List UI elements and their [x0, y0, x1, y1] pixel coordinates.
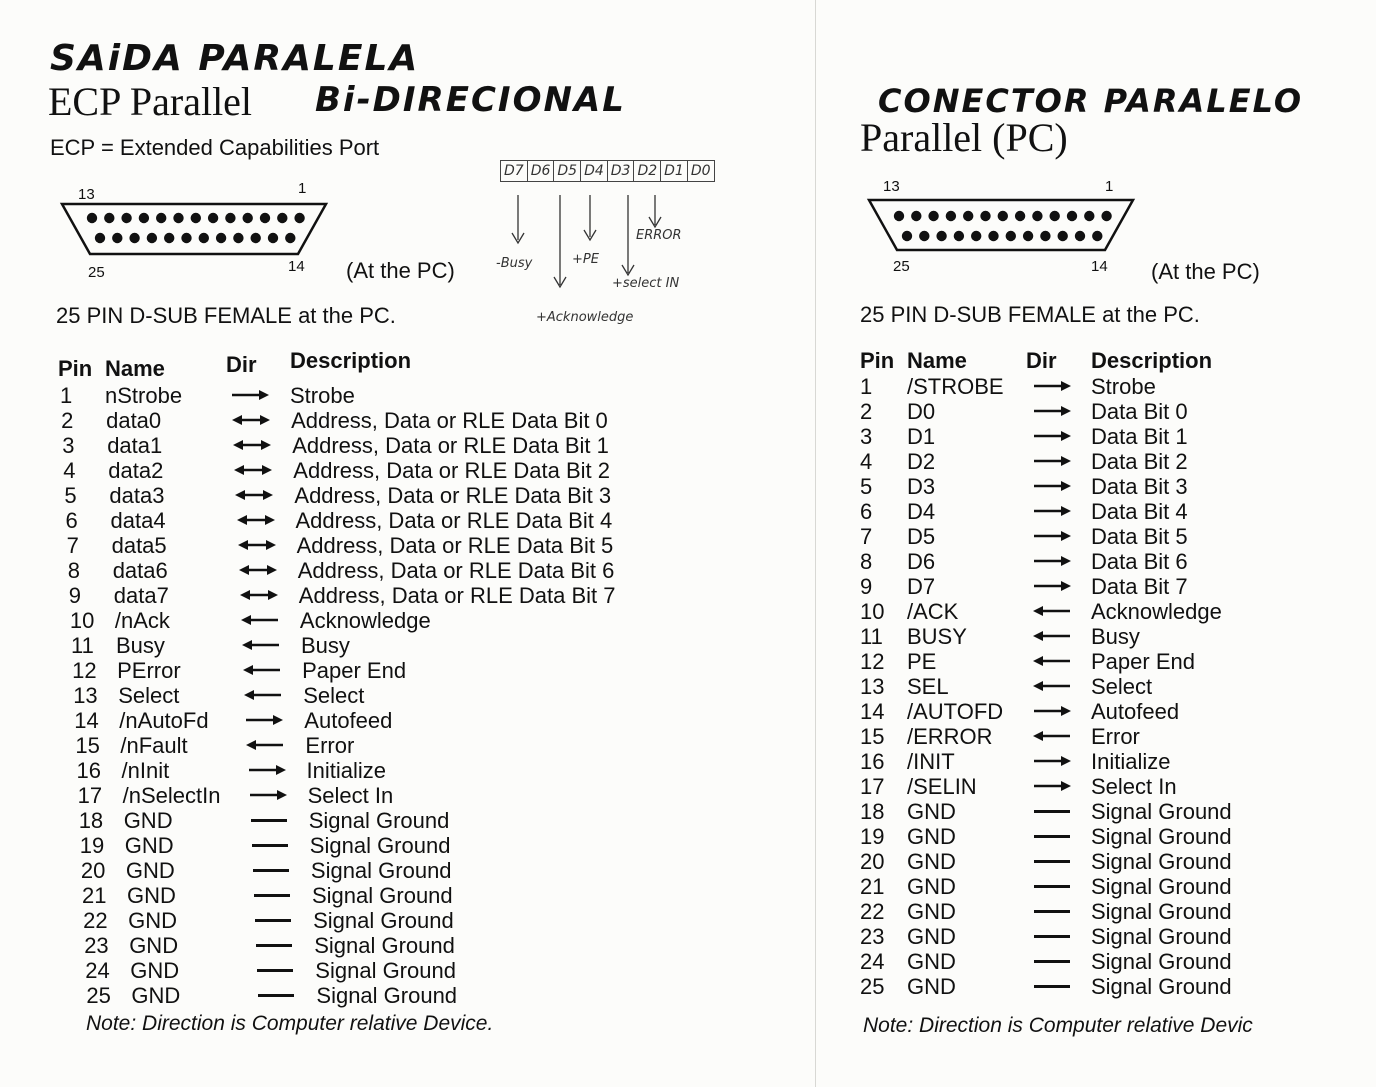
- pin-label-top-right: 1: [298, 180, 307, 197]
- bidirectional-arrow-icon: [236, 508, 276, 533]
- handwritten-heading: SAiDA PARALELA: [50, 38, 420, 79]
- pin-row: [860, 599, 1360, 624]
- bidirectional-arrow-icon: [233, 458, 273, 483]
- pin-row: [60, 383, 680, 408]
- pin-name: Busy: [116, 633, 165, 658]
- pin-description: Address, Data or RLE Data Bit 3: [294, 483, 612, 508]
- dash-line-icon: [250, 833, 290, 858]
- dsub-connector-icon: [58, 198, 330, 260]
- pin-number: 23: [84, 933, 109, 958]
- pin-row: [71, 633, 691, 658]
- bit-box: D7: [500, 160, 528, 182]
- dash-line-icon: [1032, 874, 1072, 899]
- dash-line-icon: [1032, 974, 1072, 999]
- pin-description: Address, Data or RLE Data Bit 0: [291, 408, 608, 433]
- dash-line-icon: [254, 933, 294, 958]
- pin-description: Signal Ground: [308, 808, 450, 833]
- pin-row: [860, 674, 1360, 699]
- panel-title: ECP Parallel: [48, 79, 253, 124]
- left-arrow-icon: [240, 608, 280, 633]
- pin-name: D2: [907, 449, 936, 474]
- handwritten-heading: CONECTOR PARALELO: [878, 82, 1304, 120]
- pin-description: Signal Ground: [316, 983, 458, 1008]
- pin-number: 16: [76, 758, 101, 783]
- parallel-pc-panel: [815, 0, 1376, 1087]
- left-arrow-icon: [1032, 599, 1072, 624]
- pin-row: [75, 733, 695, 758]
- header-pin: Pin: [860, 348, 895, 373]
- pin-description: Data Bit 1: [1091, 424, 1188, 449]
- pin-name: GND: [124, 833, 174, 858]
- pin-description: Acknowledge: [299, 608, 431, 633]
- pin-number: 5: [860, 474, 873, 499]
- scribble-acknowledge: +Acknowledge: [536, 310, 634, 325]
- pin-number: 10: [69, 608, 95, 633]
- pin-name: data0: [106, 408, 162, 433]
- pin-name: GND: [127, 883, 176, 908]
- dash-line-icon: [255, 958, 295, 983]
- right-arrow-icon: [248, 783, 288, 808]
- bit-box: D5: [553, 160, 581, 182]
- right-arrow-icon: [1032, 549, 1072, 574]
- pin-number: 24: [860, 949, 885, 974]
- right-arrow-icon: [244, 708, 284, 733]
- pin-number: 6: [860, 499, 873, 524]
- pin-label-top-left: 13: [883, 178, 900, 195]
- pin-description: Data Bit 2: [1091, 449, 1188, 474]
- right-arrow-icon: [1032, 474, 1072, 499]
- pin-name: /AUTOFD: [907, 699, 1004, 724]
- pin-name: GND: [907, 849, 956, 874]
- pin-number: 1: [60, 383, 73, 408]
- pin-row: [860, 824, 1360, 849]
- pin-description: Address, Data or RLE Data Bit 4: [295, 508, 613, 533]
- pin-row: [860, 724, 1360, 749]
- pin-row: [81, 858, 701, 883]
- pin-name: /STROBE: [907, 374, 1004, 399]
- pin-name: BUSY: [907, 624, 967, 649]
- pin-row: [85, 958, 705, 983]
- pin-name: D1: [907, 424, 936, 449]
- dash-line-icon: [249, 808, 289, 833]
- pin-number: 19: [860, 824, 885, 849]
- pin-label-top-right: 1: [1105, 178, 1114, 195]
- pin-name: GND: [129, 933, 179, 958]
- right-arrow-icon: [247, 758, 287, 783]
- pin-number: 22: [860, 899, 885, 924]
- pin-row: [860, 874, 1360, 899]
- bidirectional-arrow-icon: [239, 583, 279, 608]
- pin-name: data7: [113, 583, 169, 608]
- pin-description: Busy: [301, 633, 350, 658]
- left-arrow-icon: [245, 733, 285, 758]
- pin-name: D6: [907, 549, 936, 574]
- right-arrow-icon: [1032, 449, 1072, 474]
- pin-number: 14: [74, 708, 99, 733]
- data-bit-boxes: [500, 160, 714, 182]
- dsub-connector-icon: [865, 196, 1137, 256]
- pin-description: Select: [1091, 674, 1153, 699]
- connector-description: 25 PIN D-SUB FEMALE at the PC.: [860, 302, 1200, 327]
- pin-number: 1: [860, 374, 873, 399]
- dash-line-icon: [1032, 849, 1072, 874]
- pin-name: /ACK: [907, 599, 959, 624]
- pin-description: Data Bit 5: [1091, 524, 1188, 549]
- pin-description: Signal Ground: [315, 958, 456, 983]
- pin-number: 3: [62, 433, 75, 458]
- pin-description: Address, Data or RLE Data Bit 2: [293, 458, 610, 483]
- pin-name: D0: [907, 399, 936, 424]
- dash-line-icon: [251, 858, 291, 883]
- left-arrow-icon: [242, 658, 282, 683]
- pin-description: Error: [1091, 724, 1140, 749]
- header-pin: Pin: [58, 356, 93, 381]
- pin-number: 11: [71, 633, 94, 658]
- pin-name: SEL: [907, 674, 949, 699]
- right-arrow-icon: [1032, 574, 1072, 599]
- header-dir: Dir: [1026, 348, 1057, 373]
- pin-number: 5: [64, 483, 77, 508]
- pin-name: /SELIN: [907, 774, 977, 799]
- left-arrow-icon: [1032, 649, 1072, 674]
- pin-name: GND: [907, 799, 956, 824]
- right-arrow-icon: [1032, 524, 1072, 549]
- pin-row: [80, 833, 700, 858]
- pin-description: Strobe: [1091, 374, 1156, 399]
- pin-row: [860, 899, 1360, 924]
- pin-name: D5: [907, 524, 936, 549]
- bit-box: D3: [607, 160, 635, 182]
- pin-row: [860, 449, 1360, 474]
- direction-note: Note: Direction is Computer relative Device.: [86, 1012, 494, 1035]
- pin-row: [70, 608, 690, 633]
- pin-number: 7: [66, 533, 79, 558]
- pin-description: Initialize: [306, 758, 386, 783]
- connector-description: 25 PIN D-SUB FEMALE at the PC.: [56, 303, 396, 328]
- pin-description: Address, Data or RLE Data Bit 1: [292, 433, 609, 458]
- left-arrow-icon: [1032, 674, 1072, 699]
- pin-description: Address, Data or RLE Data Bit 7: [298, 583, 616, 608]
- pin-label-bottom-right: 14: [288, 258, 305, 275]
- pin-number: 23: [860, 924, 885, 949]
- pin-name: /nFault: [120, 733, 188, 758]
- pin-row: [860, 699, 1360, 724]
- left-arrow-icon: [241, 633, 281, 658]
- pin-description: Acknowledge: [1091, 599, 1222, 624]
- pin-row: [860, 574, 1360, 599]
- pin-name: /ERROR: [907, 724, 993, 749]
- pin-name: /INIT: [907, 749, 955, 774]
- pin-name: GND: [123, 808, 173, 833]
- bit-box: D6: [527, 160, 555, 182]
- pin-name: GND: [907, 899, 956, 924]
- at-the-pc-label: (At the PC): [1151, 259, 1260, 284]
- pin-name: GND: [907, 949, 956, 974]
- pin-number: 19: [79, 833, 105, 858]
- pin-row: [86, 983, 706, 1008]
- pin-row: [860, 424, 1360, 449]
- dash-line-icon: [1032, 949, 1072, 974]
- bidirectional-arrow-icon: [231, 408, 271, 433]
- dash-line-icon: [252, 883, 292, 908]
- right-arrow-icon: [230, 383, 270, 408]
- pin-description: Signal Ground: [1091, 924, 1232, 949]
- pin-description: Initialize: [1091, 749, 1171, 774]
- direction-note: Note: Direction is Computer relative Devic: [863, 1014, 1253, 1037]
- pin-row: [860, 749, 1360, 774]
- pin-label-bottom-right: 14: [1091, 258, 1108, 275]
- pin-label-bottom-left: 25: [88, 264, 105, 281]
- right-arrow-icon: [1032, 499, 1072, 524]
- pin-number: 25: [860, 974, 885, 999]
- pin-row: [62, 433, 682, 458]
- pin-description: Select In: [307, 783, 394, 808]
- bit-box: D0: [687, 160, 715, 182]
- pin-number: 11: [860, 624, 883, 649]
- scribble-select-in: +select IN: [612, 276, 680, 291]
- dash-line-icon: [1032, 824, 1072, 849]
- pin-description: Data Bit 6: [1091, 549, 1188, 574]
- pin-name: GND: [128, 908, 177, 933]
- pin-number: 15: [860, 724, 885, 749]
- pin-row: [860, 499, 1360, 524]
- pin-row: [860, 974, 1360, 999]
- bidirectional-arrow-icon: [237, 533, 277, 558]
- pin-number: 14: [860, 699, 885, 724]
- pin-name: /nAutoFd: [119, 708, 209, 733]
- pin-row: [860, 774, 1360, 799]
- pin-number: 2: [860, 399, 873, 424]
- pin-number: 4: [63, 458, 76, 483]
- pin-description: Paper End: [302, 658, 407, 683]
- pin-row: [83, 908, 703, 933]
- pin-number: 20: [860, 849, 885, 874]
- pin-description: Data Bit 3: [1091, 474, 1188, 499]
- pin-description: Address, Data or RLE Data Bit 5: [296, 533, 614, 558]
- pin-description: Strobe: [290, 383, 355, 408]
- pin-row: [860, 549, 1360, 574]
- pin-number: 9: [68, 583, 82, 608]
- pin-row: [78, 783, 698, 808]
- pin-description: Autofeed: [1091, 699, 1180, 724]
- pin-row: [860, 649, 1360, 674]
- pin-row: [84, 933, 704, 958]
- dash-line-icon: [1032, 899, 1072, 924]
- pin-number: 21: [860, 874, 885, 899]
- bit-box: D4: [580, 160, 608, 182]
- panel-subtitle: ECP = Extended Capabilities Port: [50, 135, 380, 160]
- header-name: Name: [105, 356, 165, 381]
- pin-row: [860, 474, 1360, 499]
- right-arrow-icon: [1032, 699, 1072, 724]
- dash-line-icon: [1032, 799, 1072, 824]
- pin-description: Address, Data or RLE Data Bit 6: [297, 558, 615, 583]
- pin-description: Busy: [1091, 624, 1140, 649]
- pin-number: 13: [860, 674, 885, 699]
- scribble-pe: +PE: [572, 252, 599, 267]
- pin-description: Signal Ground: [314, 933, 455, 958]
- pin-label-bottom-left: 25: [893, 258, 910, 275]
- pin-name: GND: [130, 958, 180, 983]
- pin-name: GND: [131, 983, 181, 1008]
- pin-row: [860, 849, 1360, 874]
- pin-row: [61, 408, 681, 433]
- pin-row: [860, 949, 1360, 974]
- pin-name: nStrobe: [105, 383, 183, 408]
- pin-row: [860, 399, 1360, 424]
- pin-number: 20: [80, 858, 106, 883]
- pin-row: [64, 483, 684, 508]
- pin-description: Signal Ground: [1091, 974, 1232, 999]
- pin-row: [63, 458, 683, 483]
- pin-number: 18: [78, 808, 104, 833]
- pin-row: [74, 708, 694, 733]
- pin-name: D3: [907, 474, 936, 499]
- pin-row: [77, 758, 697, 783]
- pin-description: Signal Ground: [1091, 949, 1232, 974]
- pin-number: 6: [65, 508, 78, 533]
- pin-name: GND: [907, 924, 956, 949]
- pin-name: GND: [907, 874, 956, 899]
- dash-line-icon: [1032, 924, 1072, 949]
- pin-description: Signal Ground: [1091, 824, 1232, 849]
- dash-line-icon: [253, 908, 293, 933]
- pin-number: 18: [860, 799, 885, 824]
- pin-description: Autofeed: [304, 708, 393, 733]
- pin-description: Signal Ground: [1091, 874, 1232, 899]
- pin-name: data6: [112, 558, 168, 583]
- pin-number: 7: [860, 524, 873, 549]
- pin-description: Error: [305, 733, 355, 758]
- right-arrow-icon: [1032, 374, 1072, 399]
- pin-row: [860, 924, 1360, 949]
- pin-number: 15: [75, 733, 100, 758]
- pin-description: Signal Ground: [313, 908, 454, 933]
- header-description: Description: [1091, 348, 1213, 373]
- pin-row: [860, 624, 1360, 649]
- panel-title: Parallel (PC): [860, 115, 1068, 160]
- scribble-busy: -Busy: [496, 256, 533, 271]
- right-arrow-icon: [1032, 424, 1072, 449]
- pin-row: [79, 808, 699, 833]
- left-arrow-icon: [1032, 624, 1072, 649]
- bidirectional-arrow-icon: [234, 483, 274, 508]
- right-arrow-icon: [1032, 399, 1072, 424]
- dash-line-icon: [256, 983, 296, 1008]
- pin-number: 22: [83, 908, 108, 933]
- header-description: Description: [290, 348, 412, 373]
- pin-name: /nSelectIn: [122, 783, 221, 808]
- pin-number: 25: [86, 983, 111, 1008]
- pin-name: D7: [907, 574, 936, 599]
- pin-name: Select: [118, 683, 180, 708]
- right-arrow-icon: [1032, 774, 1072, 799]
- pin-description: Data Bit 7: [1091, 574, 1188, 599]
- header-dir: Dir: [226, 352, 257, 377]
- pin-description: Signal Ground: [1091, 849, 1232, 874]
- pin-number: 24: [85, 958, 110, 983]
- pin-number: 17: [860, 774, 885, 799]
- header-name: Name: [907, 348, 967, 373]
- pin-number: 21: [82, 883, 107, 908]
- pin-name: /nAck: [114, 608, 170, 633]
- pin-name: PE: [907, 649, 937, 674]
- pin-number: 17: [77, 783, 103, 808]
- pin-name: data1: [107, 433, 163, 458]
- bidirectional-arrow-icon: [238, 558, 278, 583]
- pin-row: [860, 799, 1360, 824]
- right-arrow-icon: [1032, 749, 1072, 774]
- pin-description: Signal Ground: [310, 858, 452, 883]
- pin-row: [860, 524, 1360, 549]
- handwritten-title-note: Bi-DIRECIONAL: [315, 80, 626, 120]
- pin-row: [860, 374, 1360, 399]
- left-arrow-icon: [1032, 724, 1072, 749]
- bidirectional-arrow-icon: [232, 433, 272, 458]
- pin-number: 2: [61, 408, 74, 433]
- pin-number: 10: [860, 599, 885, 624]
- pin-number: 4: [860, 449, 873, 474]
- pin-description: Paper End: [1091, 649, 1195, 674]
- pin-description: Signal Ground: [312, 883, 453, 908]
- at-the-pc-label: (At the PC): [346, 258, 455, 283]
- pin-number: 8: [860, 549, 873, 574]
- pin-description: Signal Ground: [1091, 799, 1232, 824]
- pin-row: [67, 533, 687, 558]
- scribble-error: ERROR: [636, 228, 682, 243]
- pin-description: Signal Ground: [309, 833, 451, 858]
- pin-description: Signal Ground: [1091, 899, 1232, 924]
- pin-label-top-left: 13: [78, 186, 95, 203]
- pin-name: GND: [907, 824, 956, 849]
- pin-number: 12: [72, 658, 97, 683]
- pin-description: Select: [303, 683, 365, 708]
- pin-name: data4: [110, 508, 166, 533]
- pin-row: [69, 583, 689, 608]
- pin-name: GND: [907, 974, 956, 999]
- pin-number: 9: [860, 574, 873, 599]
- pin-name: GND: [125, 858, 175, 883]
- bit-box: D2: [633, 160, 661, 182]
- pin-row: [73, 683, 693, 708]
- pin-name: data5: [111, 533, 167, 558]
- pin-number: 12: [860, 649, 885, 674]
- pin-description: Select In: [1091, 774, 1177, 799]
- pin-name: data2: [108, 458, 164, 483]
- pin-number: 13: [73, 683, 98, 708]
- pin-description: Data Bit 4: [1091, 499, 1188, 524]
- pin-name: data3: [109, 483, 165, 508]
- left-arrow-icon: [243, 683, 283, 708]
- pin-row: [66, 508, 686, 533]
- pin-number: 8: [67, 558, 80, 583]
- pin-number: 3: [860, 424, 873, 449]
- pin-name: D4: [907, 499, 936, 524]
- pin-description: Data Bit 0: [1091, 399, 1188, 424]
- pin-number: 16: [860, 749, 885, 774]
- pin-row: [72, 658, 692, 683]
- pin-name: PError: [117, 658, 181, 683]
- bit-box: D1: [660, 160, 688, 182]
- pin-row: [82, 883, 702, 908]
- pin-row: [68, 558, 688, 583]
- pin-name: /nInit: [121, 758, 170, 783]
